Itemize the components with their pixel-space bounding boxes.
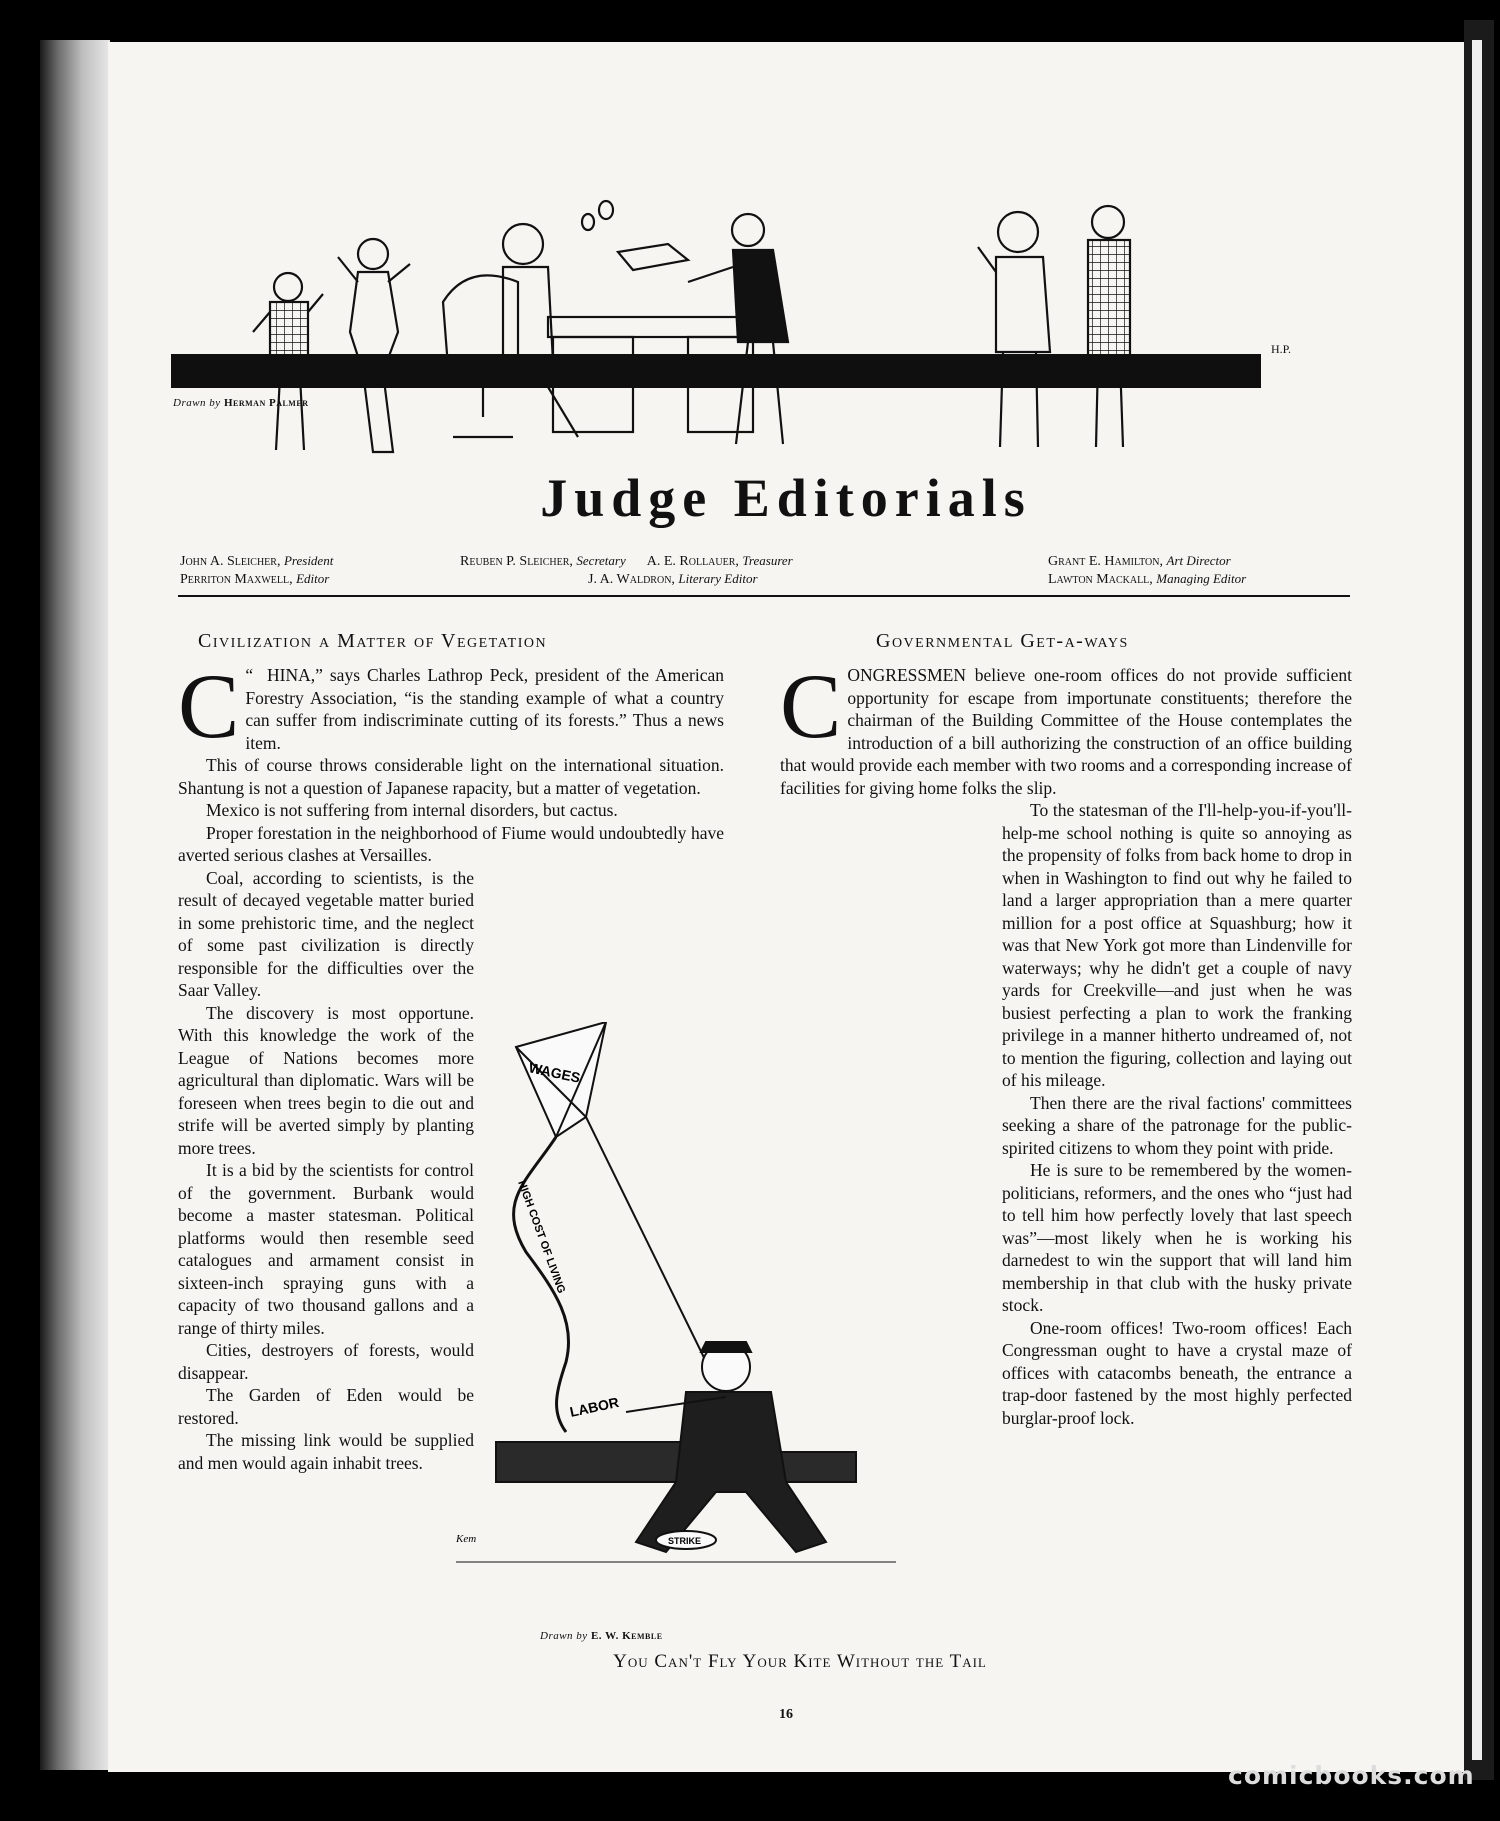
left-article-paragraph: This of course throws considerable light on the international situation. Shantung is not a question of Japanese rapacity, but a matter of vegetation. bbox=[178, 755, 724, 798]
staff-col-2: Reuben P. Sleicher, Secretary A. E. Rollauer, Treasurer J. A. Waldron, Literary Editor bbox=[460, 553, 793, 587]
magazine-page bbox=[108, 42, 1464, 1772]
right-article-paragraph: He is sure to be remembered by the women-politicians, reformers, and the ones who “just had to tell him how perfectly lovely that last speech was”—most likely when he is working his darnedest to win the support that will land him membership in that club with the husky private stock. bbox=[1002, 1160, 1352, 1315]
left-article-paragraph: The discovery is most opportune. With this knowledge the work of the League of Nations becomes more agricultural than diplomatic. Wars will be foreseen when trees begin to die out and strife will be averted simply by planting more trees. bbox=[178, 1002, 474, 1158]
right-article-paragraph: Then there are the rival factions' committees seeking a share of the patronage for the public-spirited citizens to whom they point with pride. bbox=[1002, 1092, 1352, 1158]
staff-col-1: John A. Sleicher, President Perriton Maxwell, Editor bbox=[180, 553, 334, 587]
left-article-paragraph: “ C HINA,” says Charles Lathrop Peck, president of the American Forestry Association, “is the standing example of what a country can suffer from indiscriminate cutting of its forests.” Thus a news item. bbox=[178, 655, 724, 757]
page-title: Judge Editorials bbox=[540, 468, 1032, 528]
kite-cartoon bbox=[456, 1022, 926, 1577]
cartoon-caption: You Can't Fly Your Kite Without the Tail bbox=[613, 1651, 987, 1672]
page-number: 16 bbox=[779, 1707, 793, 1722]
staff-col-3: Grant E. Hamilton, Art Director Lawton Mackall, Managing Editor bbox=[1048, 553, 1247, 587]
editors-office-drawing bbox=[188, 182, 1388, 492]
strike-label: STRIKE bbox=[668, 1536, 702, 1546]
tail-label: HIGH COST OF LIVING bbox=[515, 1178, 568, 1296]
left-article-paragraph: Cities, destroyers of forests, would disappear. bbox=[178, 1340, 474, 1383]
cartoon-signature: Kem bbox=[456, 1533, 477, 1545]
illustrator-monogram: H.P. bbox=[1271, 342, 1292, 356]
masthead-rule bbox=[178, 595, 1350, 597]
floor-bar bbox=[171, 354, 1261, 388]
left-article-paragraph: Proper forestation in the neighborhood of Fiume would undoubtedly have averted serious clashes at Versailles. bbox=[178, 822, 724, 865]
left-article-paragraph: It is a bid by the scientists for control of the government. Burbank would become a master statesman. Political platforms would then resemble seed catalogues and armament consist in sixteen-inch spraying guns with a capacity of two thousand gallons and a range of thirty miles. bbox=[178, 1160, 474, 1338]
book-spine bbox=[40, 40, 110, 1770]
illustration-credit: Drawn by Herman Palmer bbox=[173, 397, 309, 409]
left-article-paragraph: The Garden of Eden would be restored. bbox=[178, 1385, 474, 1428]
drop-cap: C bbox=[178, 655, 240, 757]
next-page-edge bbox=[1464, 20, 1494, 1780]
right-article-paragraph: To the statesman of the I'll-help-you-if-you'll-help-me school nothing is quite so annoying as the propensity of folks from back home to drop in when in Washington to find out why he failed to land a larger appropriation than a mere quarter million for a post office at Squashburg; how it was that New York got more than Lindenville for waterways; why he didn't get a couple of navy yards for Creekville—and just when he was busiest perfecting a plan to work the franking privilege in a manner hitherto undreamed of, not to mention the figuring, collection and laying out of his mileage. bbox=[1002, 800, 1352, 1090]
labor-label: LABOR bbox=[568, 1393, 621, 1420]
right-article-paragraph: CONGRESSMEN believe one-room offices do not provide sufficient opportunity for escape from importunate constituents; therefore the chairman of the Building Committee of the House contemplates the introduction of a bill authorizing the construction of an office building that would provide each member with two rooms and a corresponding increase of facilities for giving home folks the slip. bbox=[780, 655, 1352, 798]
drop-cap: C bbox=[780, 655, 842, 757]
left-article-paragraph: The missing link would be supplied and men would again inhabit trees. bbox=[178, 1430, 474, 1473]
left-article-paragraph: Coal, according to scientists, is the result of decayed vegetable matter buried in some prehistoric time, and the neglect of some past civilization is directly responsible for the difficulties over the Saar Valley. bbox=[178, 867, 474, 1000]
header-illustration bbox=[188, 182, 1388, 492]
right-article-paragraph: One-room offices! Two-room offices! Each Congressman ought to have a crystal maze of offices with catacombs beneath, the entrance a trap-door fastened by the most highly perfected burglar-proof lock. bbox=[1002, 1317, 1352, 1428]
right-article-heading: Governmental Get-a-ways bbox=[876, 630, 1129, 652]
kite-cartoon-drawing bbox=[456, 1022, 926, 1582]
left-article-heading: Civilization a Matter of Vegetation bbox=[198, 630, 548, 652]
watermark: comicbooks.com bbox=[1228, 1761, 1475, 1790]
kite-label: WAGES bbox=[527, 1059, 582, 1086]
left-article-paragraph: Mexico is not suffering from internal disorders, but cactus. bbox=[206, 800, 618, 820]
cartoon-credit: Drawn by E. W. Kemble bbox=[540, 1630, 663, 1642]
